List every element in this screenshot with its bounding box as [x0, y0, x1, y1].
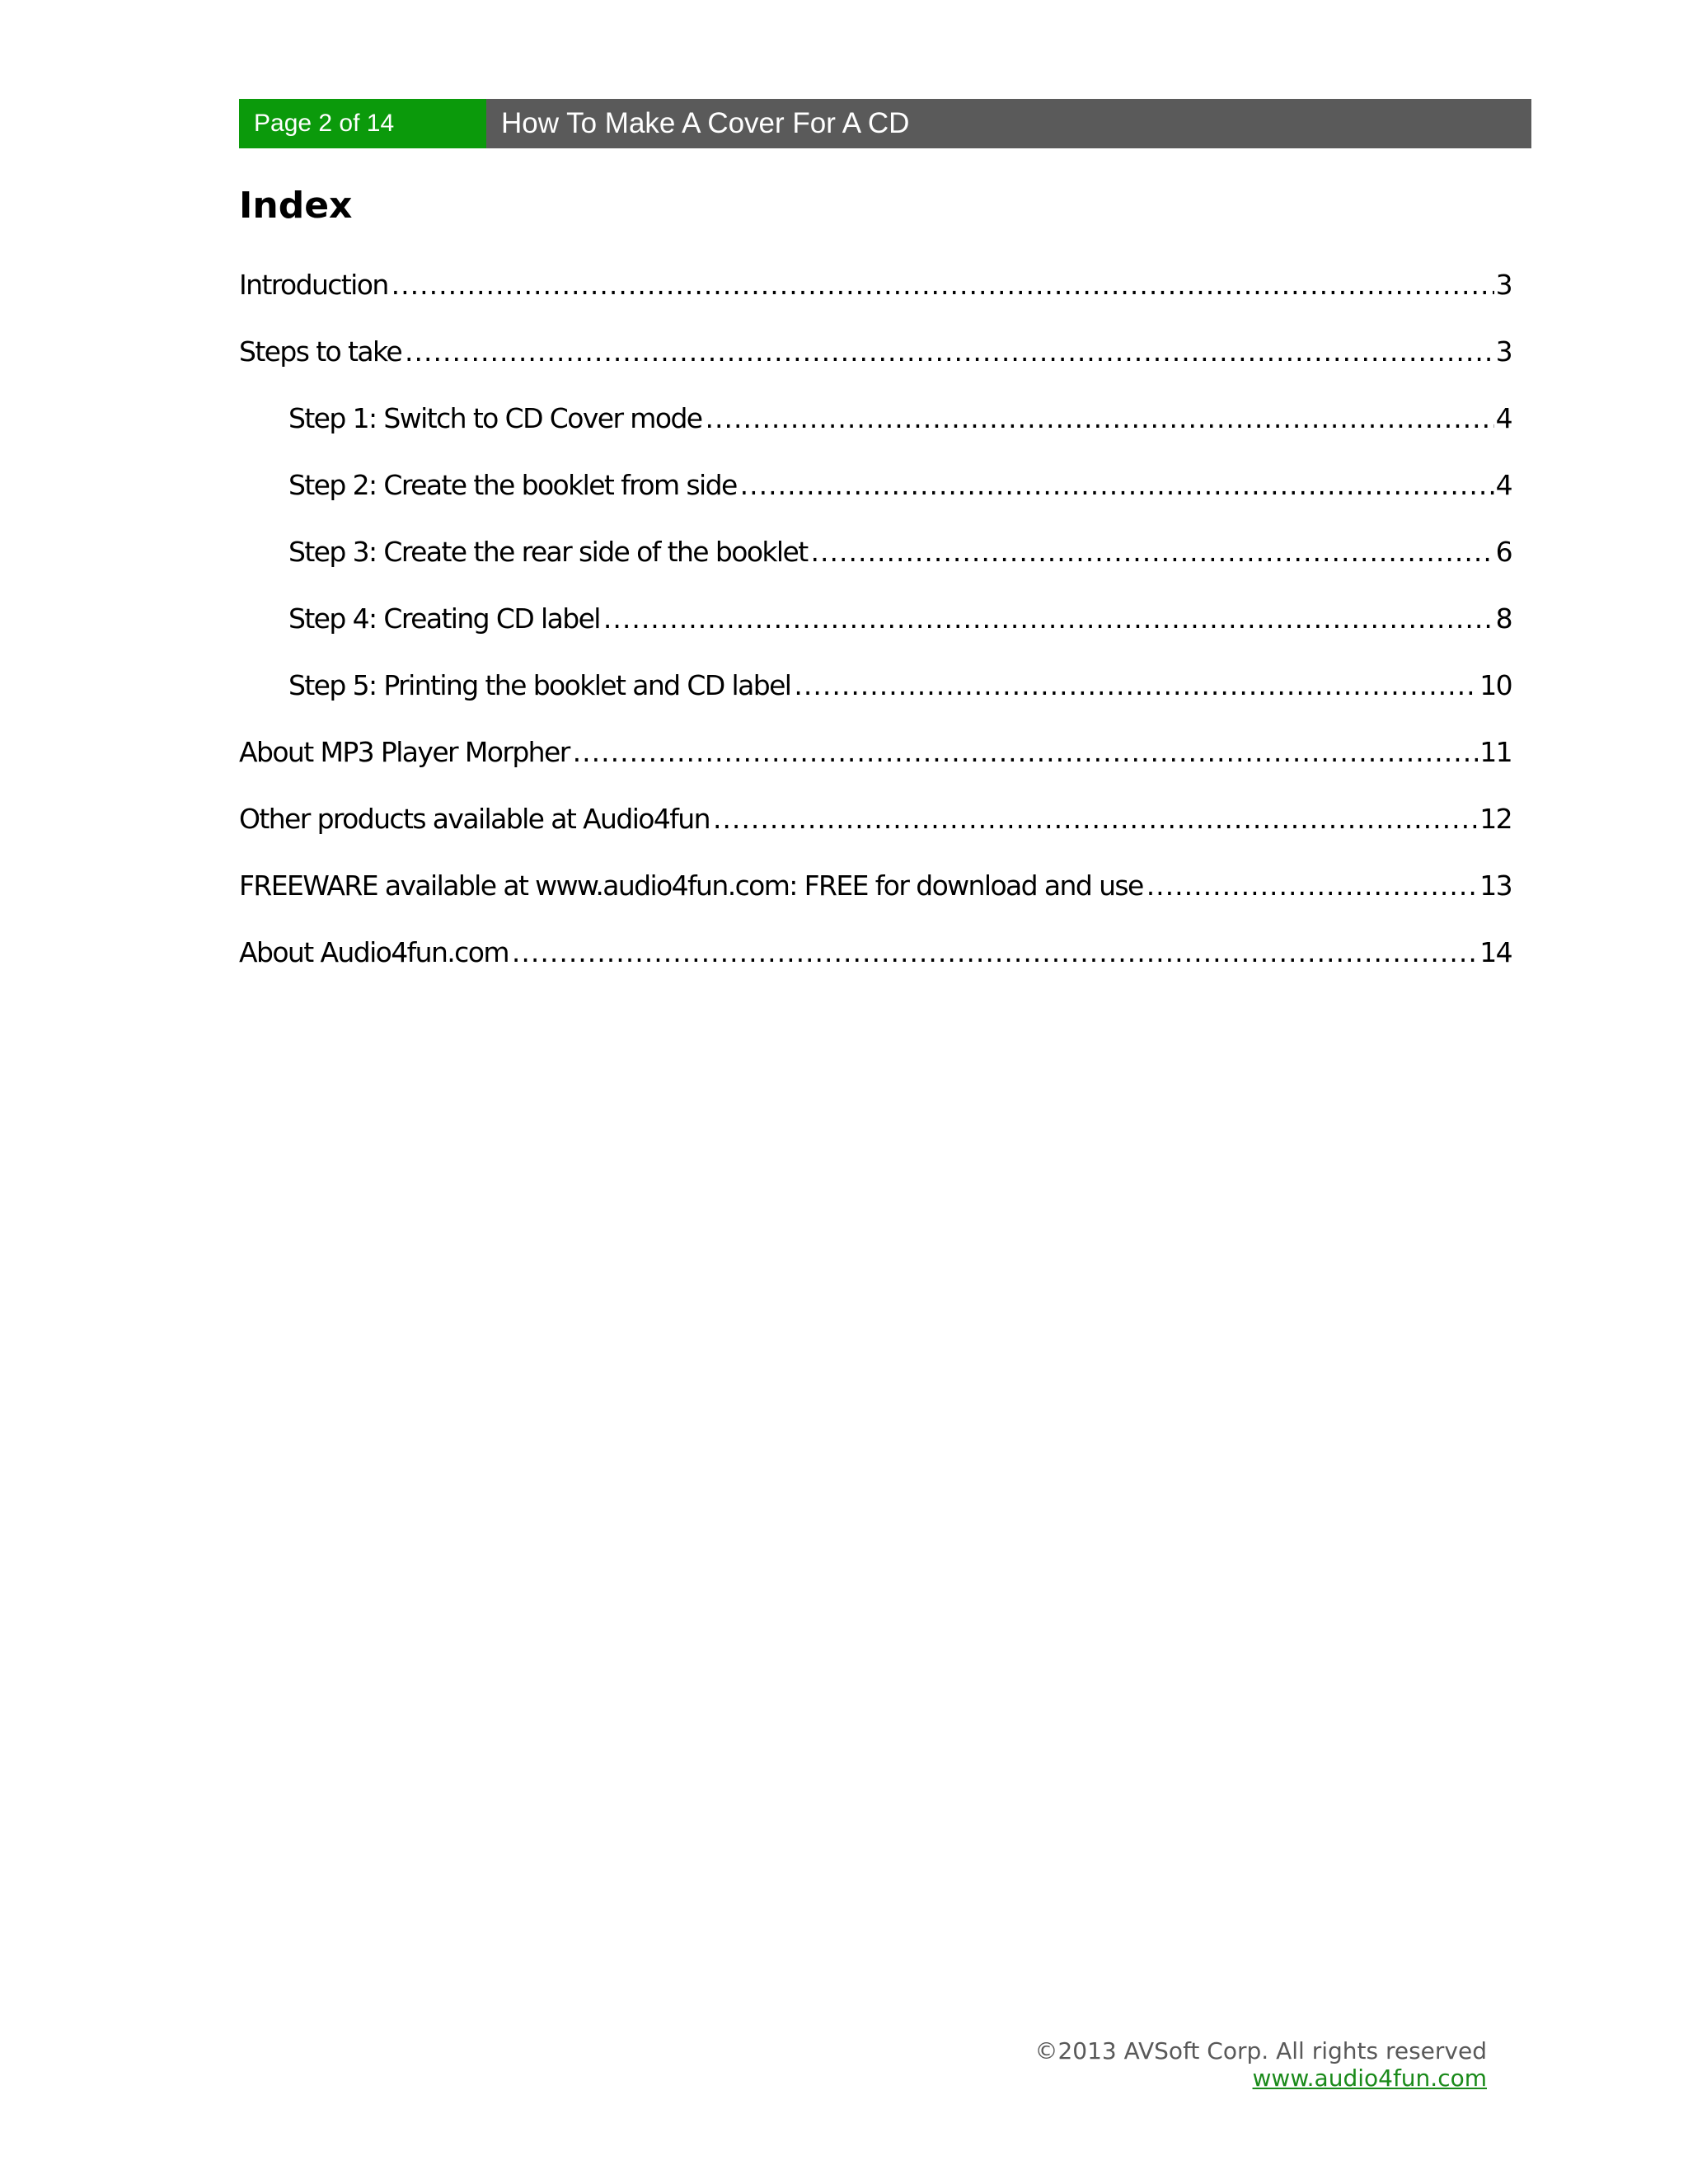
table-of-contents: [239, 265, 1512, 1000]
toc-entry-freeware[interactable]: [239, 866, 1512, 933]
toc-entry-label: Step 5: Printing the booklet and CD label: [288, 669, 791, 701]
toc-dot-leader: [706, 399, 1494, 438]
toc-entry-label: Step 3: Create the rear side of the booklet: [288, 536, 808, 568]
toc-dot-leader: [392, 265, 1494, 305]
index-heading: Index: [239, 185, 353, 227]
toc-entry-label: Introduction: [239, 269, 388, 301]
toc-entry-introduction[interactable]: [239, 265, 1512, 332]
toc-entry-label: Step 1: Switch to CD Cover mode: [288, 402, 702, 434]
toc-entry-label: Step 2: Create the booklet from side: [288, 469, 737, 501]
toc-dot-leader: [740, 466, 1494, 505]
toc-entry-steps-to-take[interactable]: [239, 332, 1512, 399]
toc-entry-page: 6: [1495, 536, 1512, 568]
toc-dot-leader: [512, 933, 1478, 972]
toc-dot-leader: [794, 666, 1478, 705]
toc-entry-page: 3: [1495, 269, 1512, 301]
toc-entry-page: 13: [1479, 869, 1512, 902]
toc-entry-about-audio4fun[interactable]: [239, 933, 1512, 1000]
toc-entry-page: 14: [1479, 936, 1512, 968]
copyright-notice: ©2013 AVSoft Corp. All rights reserved: [1034, 2037, 1487, 2064]
toc-dot-leader: [811, 532, 1494, 572]
page-header: [239, 99, 1531, 148]
toc-entry-page: 10: [1479, 669, 1512, 701]
toc-entry-about-mp3-player-morpher[interactable]: [239, 733, 1512, 799]
toc-entry-step-1[interactable]: [239, 399, 1512, 466]
toc-entry-label: Steps to take: [239, 335, 402, 368]
toc-entry-step-4[interactable]: [239, 599, 1512, 666]
toc-dot-leader: [573, 733, 1479, 772]
toc-entry-step-3[interactable]: [239, 532, 1512, 599]
toc-entry-label: About Audio4fun.com: [239, 936, 509, 968]
toc-entry-label: Other products available at Audio4fun: [239, 803, 710, 835]
toc-entry-label: About MP3 Player Morpher: [239, 736, 570, 768]
toc-dot-leader: [713, 799, 1478, 839]
toc-entry-page: 3: [1495, 335, 1512, 368]
toc-entry-other-products[interactable]: [239, 799, 1512, 866]
toc-dot-leader: [603, 599, 1494, 639]
toc-entry-label: Step 4: Creating CD label: [288, 602, 600, 635]
toc-entry-page: 8: [1495, 602, 1512, 635]
toc-entry-page: 4: [1495, 469, 1512, 501]
toc-entry-step-2[interactable]: [239, 466, 1512, 532]
toc-entry-label: FREEWARE available at www.audio4fun.com: FREE for download and use: [239, 869, 1143, 902]
document-title: How To Make A Cover For A CD: [486, 99, 1531, 148]
toc-dot-leader: [1146, 866, 1479, 906]
website-link[interactable]: www.audio4fun.com: [1252, 2064, 1487, 2092]
page-number-label: Page 2 of 14: [239, 99, 486, 148]
toc-entry-page: 4: [1495, 402, 1512, 434]
toc-entry-page: 12: [1479, 803, 1512, 835]
toc-entry-step-5[interactable]: [239, 666, 1512, 733]
toc-dot-leader: [405, 332, 1494, 372]
toc-entry-page: 11: [1479, 736, 1512, 768]
page-footer: [1034, 2037, 1487, 2092]
